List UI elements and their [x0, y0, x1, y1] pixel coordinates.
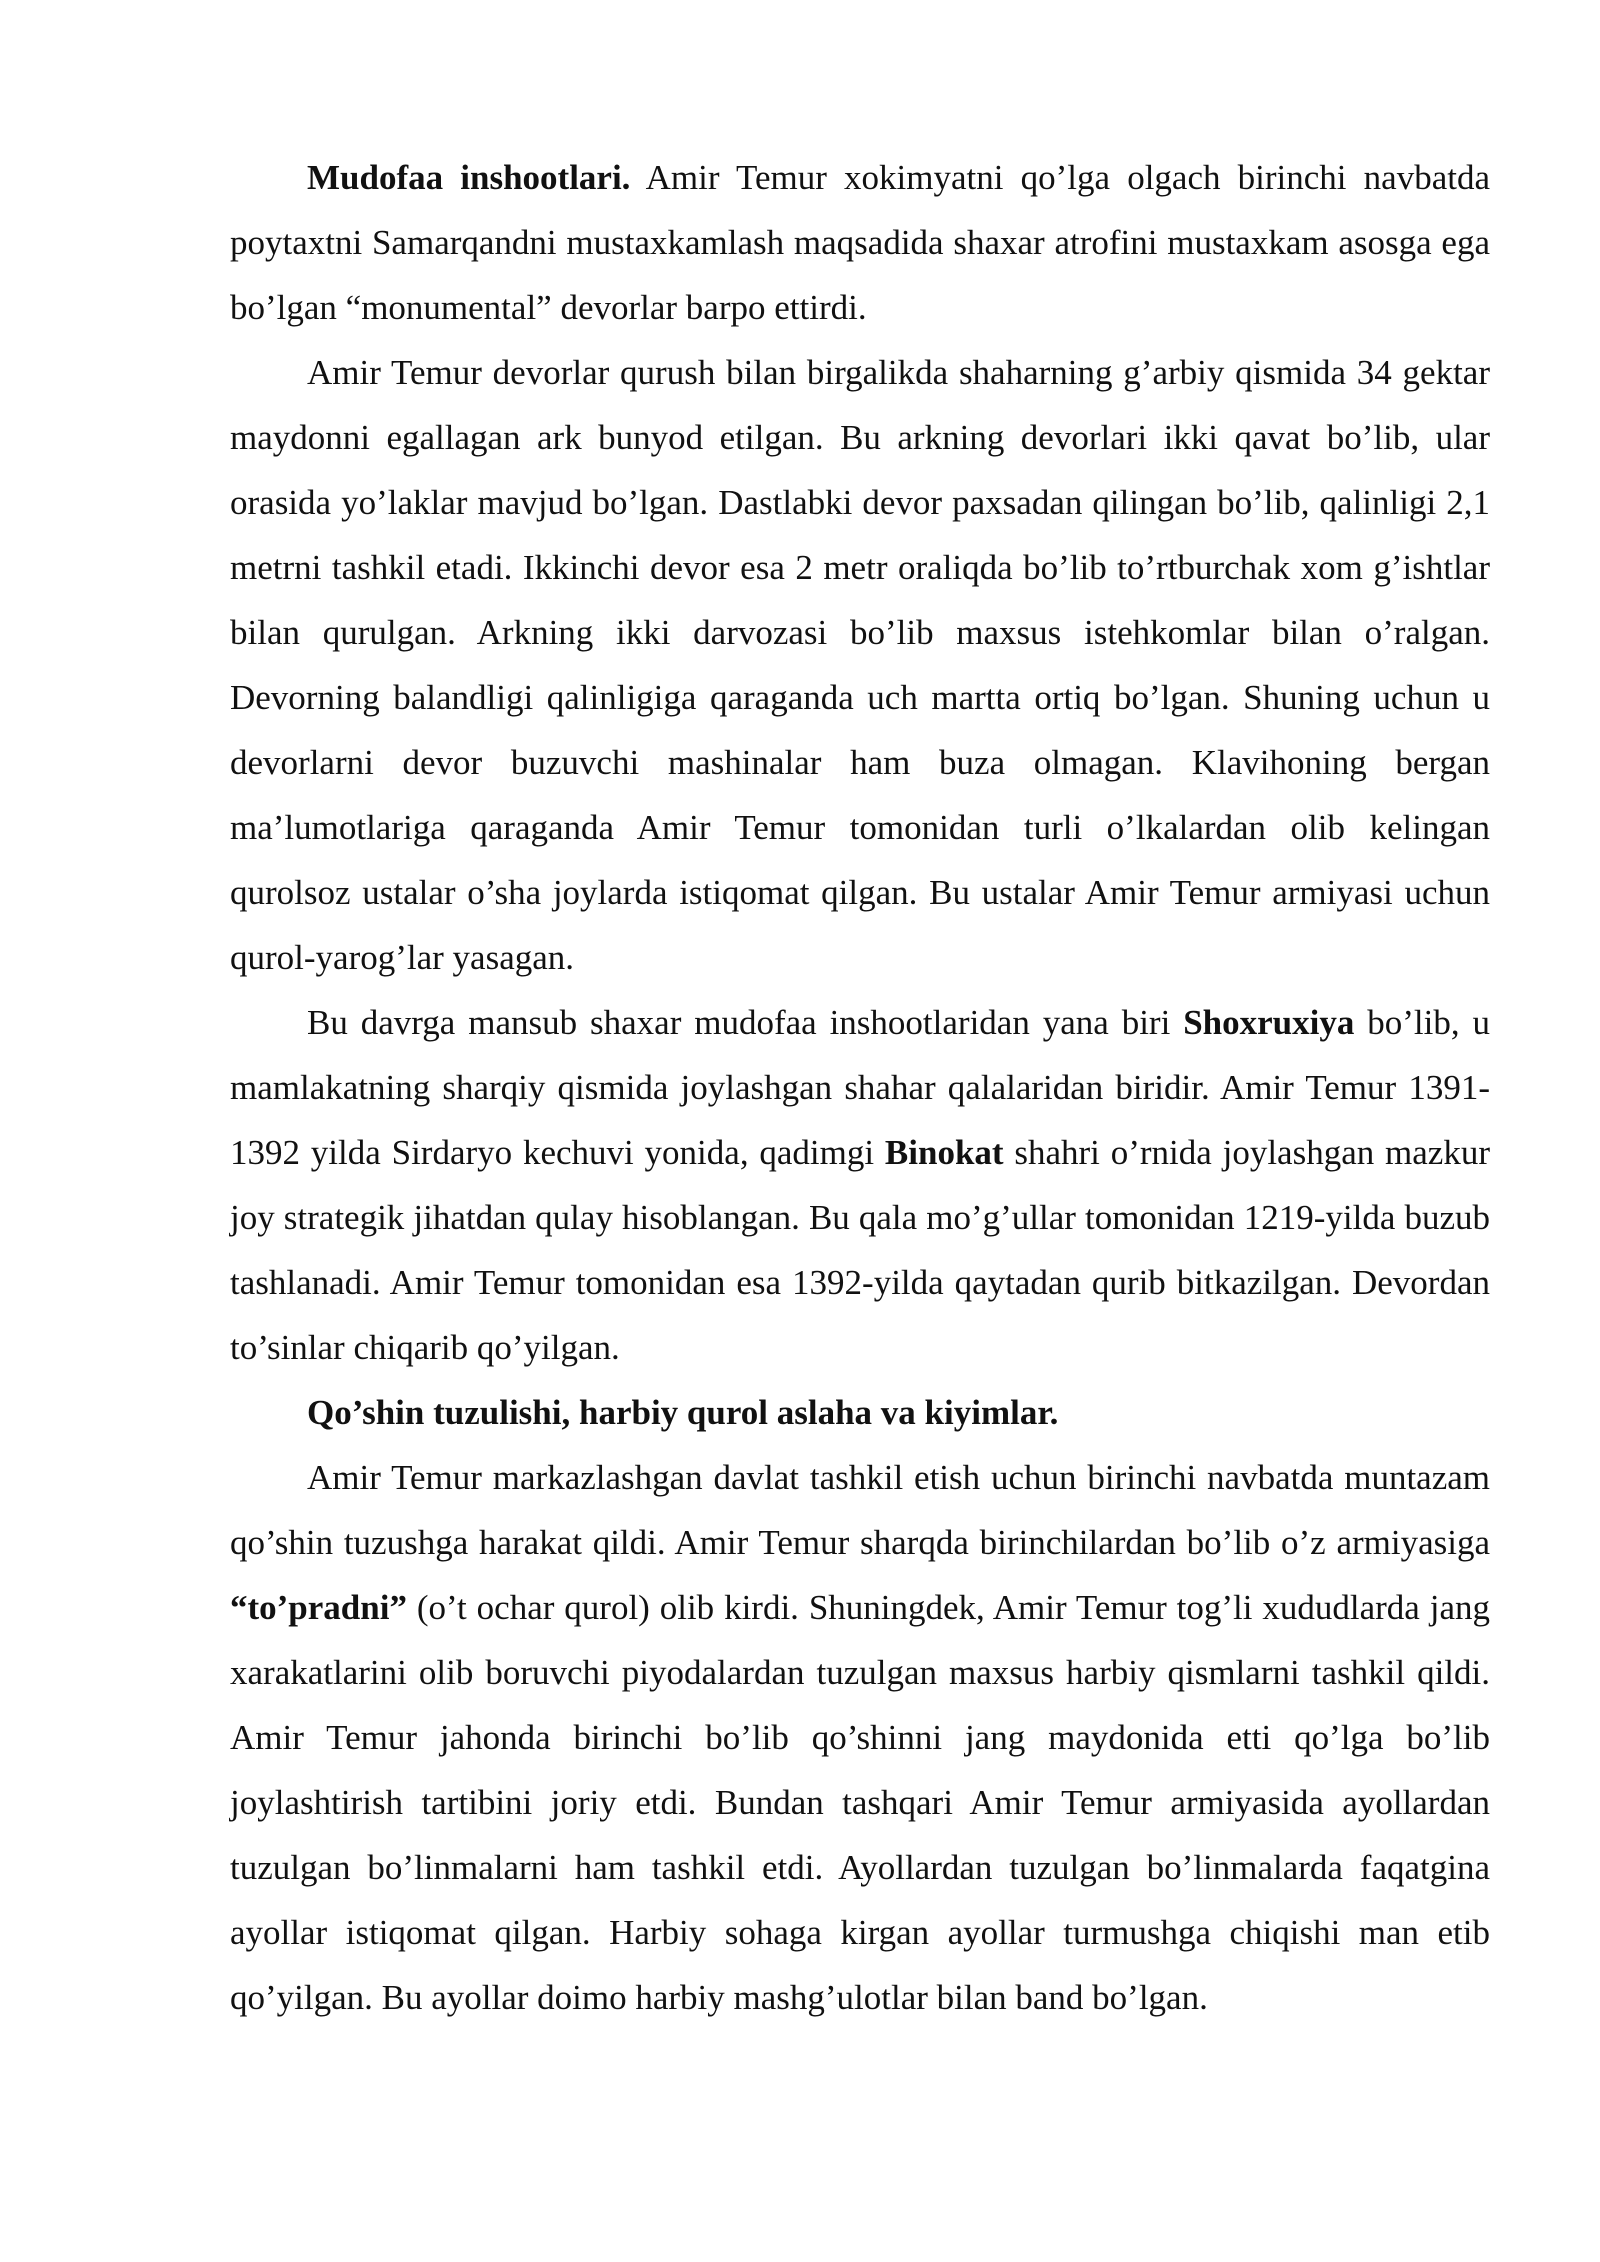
paragraph-text: Amir Temur xokimyatni qo’lga olgach birinchi navbatda poytaxtni Samarqandni mustaxkamlash maqsadida shaxar atrofini mustaxkam asosga ega bo’lgan “monumental” devorlar barpo ettirdi.: [230, 158, 1490, 327]
section-heading-mudofaa: Mudofaa inshootlari.: [307, 158, 631, 197]
bold-term-shoxruxiya: Shoxruxiya: [1183, 1003, 1355, 1042]
paragraph-text: shahri o’rnida joylashgan mazkur joy strategik jihatdan qulay hisoblangan. Bu qala mo’g’ullar tomonidan 1219-yilda buzub tashlanadi. Amir Temur tomonidan esa 1392-yilda qaytadan qurib bitkazilgan. Devordan to’sinlar chiqarib qo’yilgan.: [230, 1133, 1490, 1367]
paragraph-text: Amir Temur markazlashgan davlat tashkil etish uchun birinchi navbatda muntazam qo’shin tuzushga harakat qildi. Amir Temur sharqda birinchilardan bo’lib o’z armiyasiga: [230, 1458, 1490, 1562]
bold-term-topradni: “to’pradni”: [230, 1588, 407, 1627]
paragraph-text: (o’t ochar qurol) olib kirdi. Shuningdek, Amir Temur tog’li xududlarda jang xarakatlarini olib boruvchi piyodalardan tuzulgan maxsus harbiy qismlarni tashkil qildi. Amir Temur jahonda birinchi bo’lib qo’shinni jang maydonida etti qo’lga bo’lib joylashtirish tartibini joriy etdi. Bundan tashqari Amir Temur armiyasida ayollardan tuzulgan bo’linmalarni ham tashkil etdi. Ayollardan tuzulgan bo’linmalarda faqatgina ayollar istiqomat qilgan. Harbiy sohaga kirgan ayollar turmushga chiqishi man etib qo’yilgan. Bu ayollar doimo harbiy mashg’ulotlar bilan band bo’lgan.: [230, 1588, 1490, 2017]
paragraph-qoshin-tuzulishi: [230, 1445, 1490, 2030]
bold-term-binokat: Binokat: [884, 1133, 1004, 1172]
paragraph-text: Amir Temur devorlar qurush bilan birgalikda shaharning g’arbiy qismida 34 gektar maydonni egallagan ark bunyod etilgan. Bu arkning devorlari ikki qavat bo’lib, ular orasida yo’laklar mavjud bo’lgan. Dastlabki devor paxsadan qilingan bo’lib, qalinligi 2,1 metrni tashkil etadi. Ikkinchi devor esa 2 metr oraliqda bo’lib to’rtburchak xom g’ishtlar bilan qurulgan. Arkning ikki darvozasi bo’lib maxsus istehkomlar bilan o’ralgan. Devorning balandligi qalinligiga qaraganda uch martta ortiq bo’lgan. Shuning uchun u devorlarni devor buzuvchi mashinalar ham buza olmagan. Klavihoning bergan ma’lumotlariga qaraganda Amir Temur tomonidan turli o’lkalardan olib kelingan qurolsoz ustalar o’sha joylarda istiqomat qilgan. Bu ustalar Amir Temur armiyasi uchun qurol-yarog’lar yasagan.: [230, 353, 1490, 977]
paragraph-shoxruxiya: [230, 990, 1490, 1380]
paragraph-text: Bu davrga mansub shaxar mudofaa inshootlaridan yana biri: [307, 1003, 1184, 1042]
paragraph-mudofaa-inshootlari: [230, 145, 1490, 340]
section-heading-qoshin: Qo’shin tuzulishi, harbiy qurol aslaha va kiyimlar.: [307, 1393, 1059, 1432]
paragraph-text: bo’lib, u mamlakatning sharqiy qismida joylashgan shahar qalalaridan biridir. Amir Temur 1391-1392 yilda Sirdaryo kechuvi yonida, qadimgi: [230, 1003, 1490, 1172]
document-page: [230, 145, 1490, 2030]
paragraph-devorlar: [230, 340, 1490, 990]
